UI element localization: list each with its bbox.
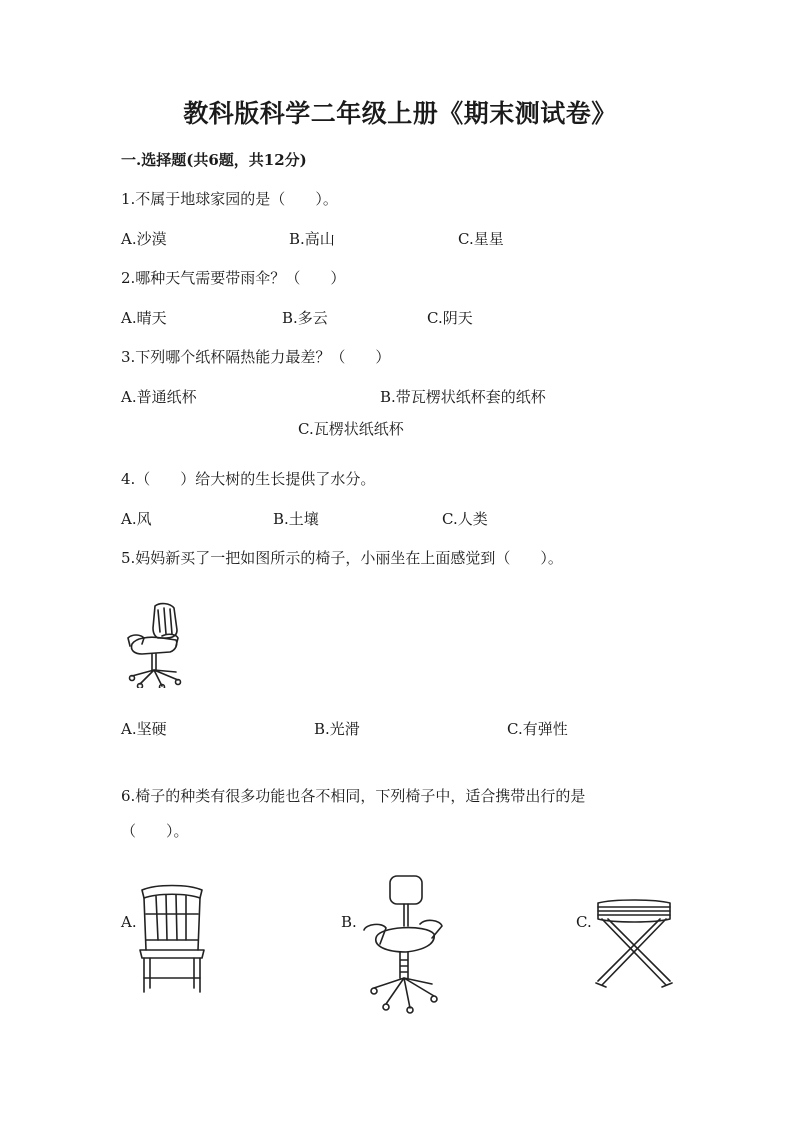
question-5-option-a[interactable]: A.坚硬 xyxy=(121,720,167,738)
question-6-option-a[interactable]: A. xyxy=(121,913,137,931)
question-2-option-a[interactable]: A.晴天 xyxy=(121,309,167,327)
question-6-option-b[interactable]: B. xyxy=(341,913,357,931)
question-5-option-b[interactable]: B.光滑 xyxy=(314,720,360,738)
question-1-option-c[interactable]: C.星星 xyxy=(458,230,504,248)
question-6-stem-line2: （ ）。 xyxy=(121,822,189,840)
folding-stool-icon xyxy=(594,897,674,993)
question-1-option-b[interactable]: B.高山 xyxy=(289,230,335,248)
question-5-stem: 5.妈妈新买了一把如图所示的椅子，小丽坐在上面感觉到（ ）。 xyxy=(121,549,563,567)
question-3-option-c[interactable]: C.瓦楞状纸纸杯 xyxy=(298,420,404,438)
question-1-option-a[interactable]: A.沙漠 xyxy=(121,230,167,248)
question-3-stem: 3.下列哪个纸杯隔热能力最差？（ ） xyxy=(121,348,391,366)
question-1-stem: 1.不属于地球家园的是（ ）。 xyxy=(121,190,338,208)
question-5-option-c[interactable]: C.有弹性 xyxy=(507,720,568,738)
office-armchair-icon xyxy=(122,600,184,688)
question-4-option-c[interactable]: C.人类 xyxy=(442,510,488,528)
swivel-chair-icon xyxy=(362,874,444,1014)
question-6-stem-line1: 6.椅子的种类有很多功能也各不相同，下列椅子中，适合携带出行的是 xyxy=(121,787,586,805)
question-3-option-b[interactable]: B.带瓦楞状纸杯套的纸杯 xyxy=(380,388,546,406)
wooden-chair-icon xyxy=(136,884,208,996)
question-3-option-a[interactable]: A.普通纸杯 xyxy=(121,388,197,406)
question-6-option-c[interactable]: C. xyxy=(576,913,592,931)
page-title: 教科版科学二年级上册《期末测试卷》 xyxy=(183,99,617,128)
question-2-stem: 2.哪种天气需要带雨伞？（ ） xyxy=(121,269,346,287)
question-2-option-b[interactable]: B.多云 xyxy=(282,309,328,327)
question-4-stem: 4.（ ）给大树的生长提供了水分。 xyxy=(121,470,376,488)
question-2-option-c[interactable]: C.阴天 xyxy=(427,309,473,327)
question-4-option-a[interactable]: A.风 xyxy=(121,510,152,528)
question-4-option-b[interactable]: B.土壤 xyxy=(273,510,319,528)
section-heading: 一.选择题(共6题，共12分) xyxy=(121,151,307,169)
